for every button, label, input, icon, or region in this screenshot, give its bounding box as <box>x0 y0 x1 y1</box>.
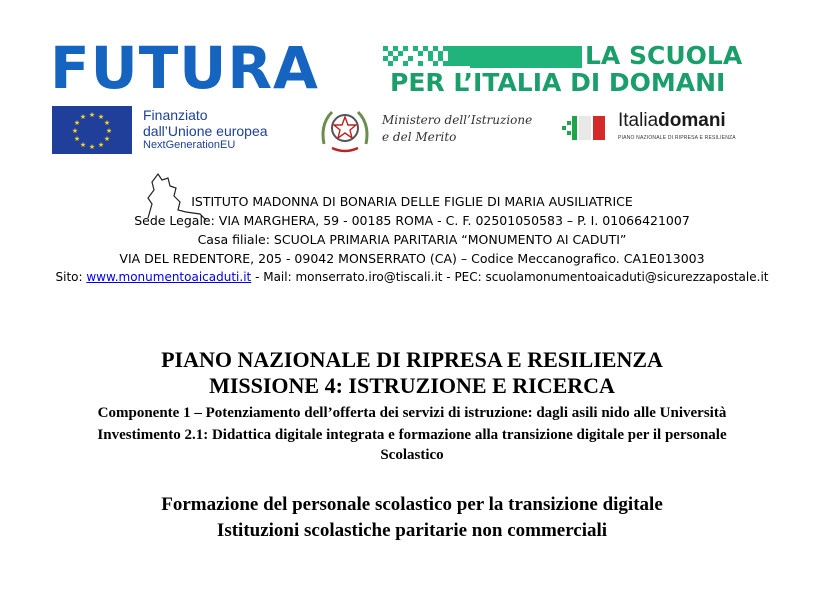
futura-logo-text: FUTURA <box>50 34 319 102</box>
ministero-label-line1: Ministero dell’Istruzione <box>382 113 533 127</box>
pixel-pattern-icon <box>383 46 471 70</box>
svg-text:★: ★ <box>105 127 113 135</box>
svg-text:★: ★ <box>97 141 105 149</box>
green-banner-bar <box>470 46 582 68</box>
svg-text:★: ★ <box>88 111 96 119</box>
italiadomani-flag-icon <box>562 112 610 144</box>
eu-finanziato-label: Finanziato <box>143 107 208 123</box>
scuola-logo-line2: PER L’ITALIA DI DOMANI <box>390 68 726 97</box>
svg-text:★: ★ <box>73 119 81 127</box>
eu-unione-label: dall’Unione europea <box>143 123 268 139</box>
svg-text:★: ★ <box>73 135 81 143</box>
svg-text:★: ★ <box>79 113 87 121</box>
eu-flag-icon <box>52 106 132 154</box>
italian-republic-emblem-icon <box>318 104 372 154</box>
title-pnrr: PIANO NAZIONALE DI RIPRESA E RESILIENZA <box>161 347 663 372</box>
componente-text: Componente 1 – Potenziamento dell’offerta dei servizi di istruzione: dagli asili nido alle Università <box>97 405 727 421</box>
investimento-text-cont: Scolastico <box>380 447 444 463</box>
italiadomani-logo-text: Italiadomani <box>618 110 726 131</box>
institute-contacts <box>0 268 824 287</box>
scuola-logo-line1: LA SCUOLA <box>585 41 743 70</box>
title-missione: MISSIONE 4: ISTRUZIONE E RICERCA <box>209 373 615 398</box>
institute-address: VIA DEL REDENTORE, 205 - 09042 MONSERRATO (CA) – Codice Meccanografico. CA1E013003 <box>119 251 705 266</box>
investimento-text: Investimento 2.1: Didattica digitale integrata e formazione alla transizione digitale per il personale <box>97 427 727 443</box>
institute-casa-filiale: Casa filiale: SCUOLA PRIMARIA PARITARIA “MONUMENTO AI CADUTI” <box>197 232 627 247</box>
eu-nextgen-label: NextGenerationEU <box>143 139 236 151</box>
svg-text:★: ★ <box>88 143 96 151</box>
svg-text:★: ★ <box>79 141 87 149</box>
svg-text:★: ★ <box>71 127 79 135</box>
formazione-subtitle: Istituzioni scolastiche paritarie non commerciali <box>216 520 608 541</box>
svg-text:★: ★ <box>103 119 111 127</box>
sito-label: Sito: <box>55 270 87 284</box>
svg-text:★: ★ <box>97 113 105 121</box>
website-link[interactable]: www.monumentoaicaduti.it <box>86 270 252 284</box>
contacts-text: - Mail: monserrato.iro@tiscali.it - PEC: scuolamonumentoaicaduti@sicurezzapostale.it <box>251 270 769 284</box>
svg-text:★: ★ <box>103 135 111 143</box>
institute-sede: Sede Legale: VIA MARGHERA, 59 - 00185 ROMA - C. F. 02501050583 – P. I. 01066421007 <box>134 213 690 228</box>
ministero-label-line2: e del Merito <box>382 130 457 144</box>
institute-name: ISTITUTO MADONNA DI BONARIA DELLE FIGLIE DI MARIA AUSILIATRICE <box>191 194 633 209</box>
italiadomani-subtitle: PIANO NAZIONALE DI RIPRESA E RESILIENZA <box>618 135 736 141</box>
formazione-title: Formazione del personale scolastico per la transizione digitale <box>161 494 663 515</box>
